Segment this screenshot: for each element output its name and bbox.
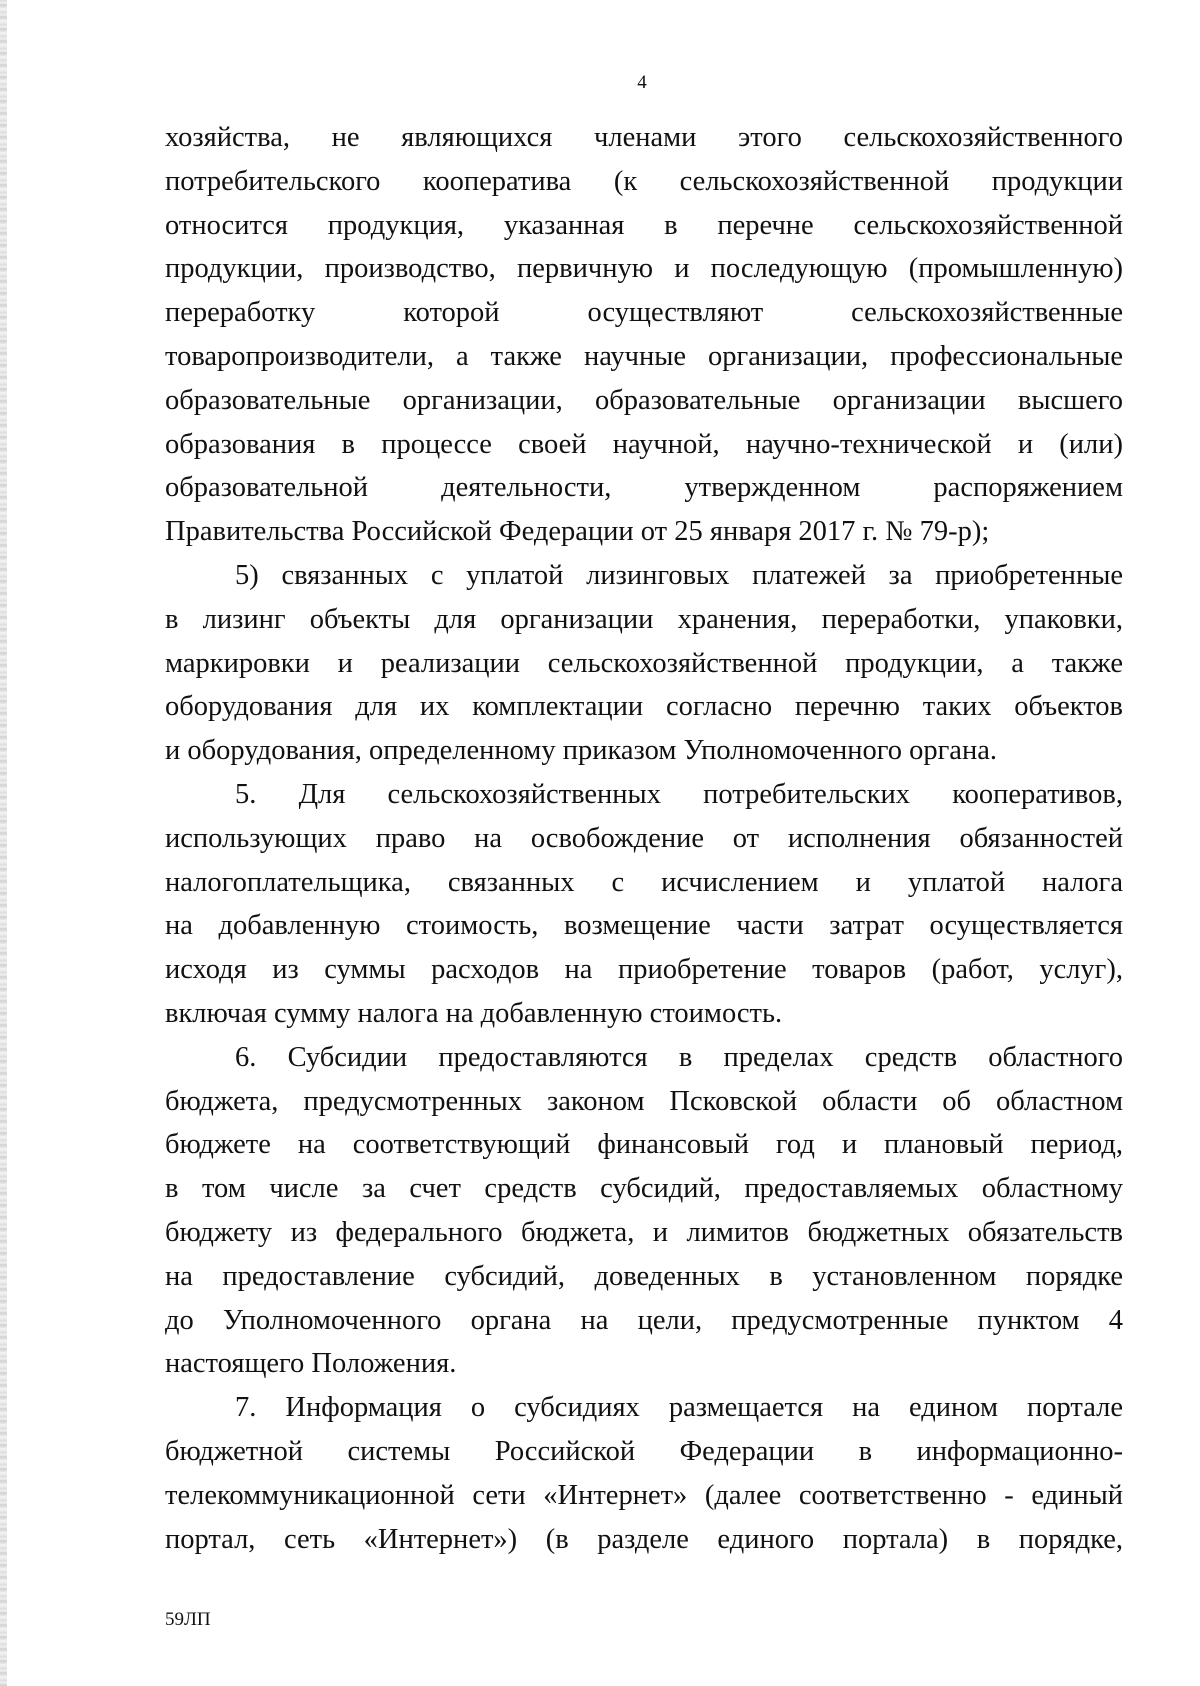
text-line: 5. Для сельскохозяйственных потребительских кооперативов, [235, 778, 1123, 810]
text-line: образования в процессе своей научной, научно-технической и (или) [165, 428, 1123, 460]
text-line: Правительства Российской Федерации от 25 января 2017 г. № 79-р); [165, 516, 990, 548]
text-line: 6. Субсидии предоставляются в пределах средств областного [235, 1041, 1123, 1073]
scan-edge-artifact [0, 0, 7, 1686]
text-line: в том числе за счет средств субсидий, предоставляемых областному [165, 1173, 1123, 1205]
text-line: на предоставление субсидий, доведенных в установленном порядке [165, 1260, 1123, 1292]
text-line: бюджете на соответствующий финансовый год и плановый период, [165, 1129, 1123, 1161]
text-line: телекоммуникационной сети «Интернет» (далее соответственно - единый [165, 1479, 1123, 1511]
text-line: потребительского кооператива (к сельскохозяйственной продукции [165, 165, 1123, 197]
footer-document-code: 59ЛП [165, 1609, 211, 1630]
text-line: портал, сеть «Интернет») (в разделе единого портала) в порядке, [165, 1523, 1123, 1555]
text-line: до Уполномоченного органа на цели, предусмотренные пунктом 4 [165, 1304, 1123, 1336]
text-line: маркировки и реализации сельскохозяйственной продукции, а также [165, 647, 1123, 679]
text-line: налогоплательщика, связанных с исчислением и уплатой налога [165, 866, 1123, 898]
text-line: использующих право на освобождение от исполнения обязанностей [165, 822, 1123, 854]
document-body [165, 116, 1123, 1561]
text-line: оборудования для их комплектации согласно перечню таких объектов [165, 691, 1123, 723]
text-line: хозяйства, не являющихся членами этого сельскохозяйственного [165, 122, 1123, 153]
text-line: относится продукция, указанная в перечне сельскохозяйственной [165, 209, 1123, 241]
text-line: бюджетной системы Российской Федерации в информационно- [165, 1435, 1123, 1467]
text-line: настоящего Положения. [165, 1348, 457, 1380]
text-line: 5) связанных с уплатой лизинговых платежей за приобретенные [235, 559, 1123, 591]
page-number: 4 [637, 72, 647, 93]
text-line: исходя из суммы расходов на приобретение товаров (работ, услуг), [165, 954, 1123, 986]
text-line: образовательной деятельности, утвержденном распоряжением [165, 472, 1123, 504]
text-line: в лизинг объекты для организации хранения, переработки, упаковки, [165, 603, 1123, 635]
text-line: на добавленную стоимость, возмещение части затрат осуществляется [165, 910, 1123, 942]
text-line: переработку которой осуществляют сельскохозяйственные [165, 297, 1123, 329]
text-line: товаропроизводители, а также научные организации, профессиональные [165, 340, 1123, 372]
text-line: образовательные организации, образовательные организации высшего [165, 384, 1123, 416]
text-line: бюджету из федерального бюджета, и лимитов бюджетных обязательств [165, 1216, 1123, 1248]
text-line: и оборудования, определенному приказом Уполномоченного органа. [165, 735, 997, 767]
text-line: 7. Информация о субсидиях размещается на едином портале [235, 1392, 1123, 1424]
text-line: включая сумму налога на добавленную стоимость. [165, 997, 783, 1029]
text-line: продукции, производство, первичную и последующую (промышленную) [165, 253, 1123, 285]
text-line: бюджета, предусмотренных законом Псковской области об областном [165, 1085, 1123, 1117]
